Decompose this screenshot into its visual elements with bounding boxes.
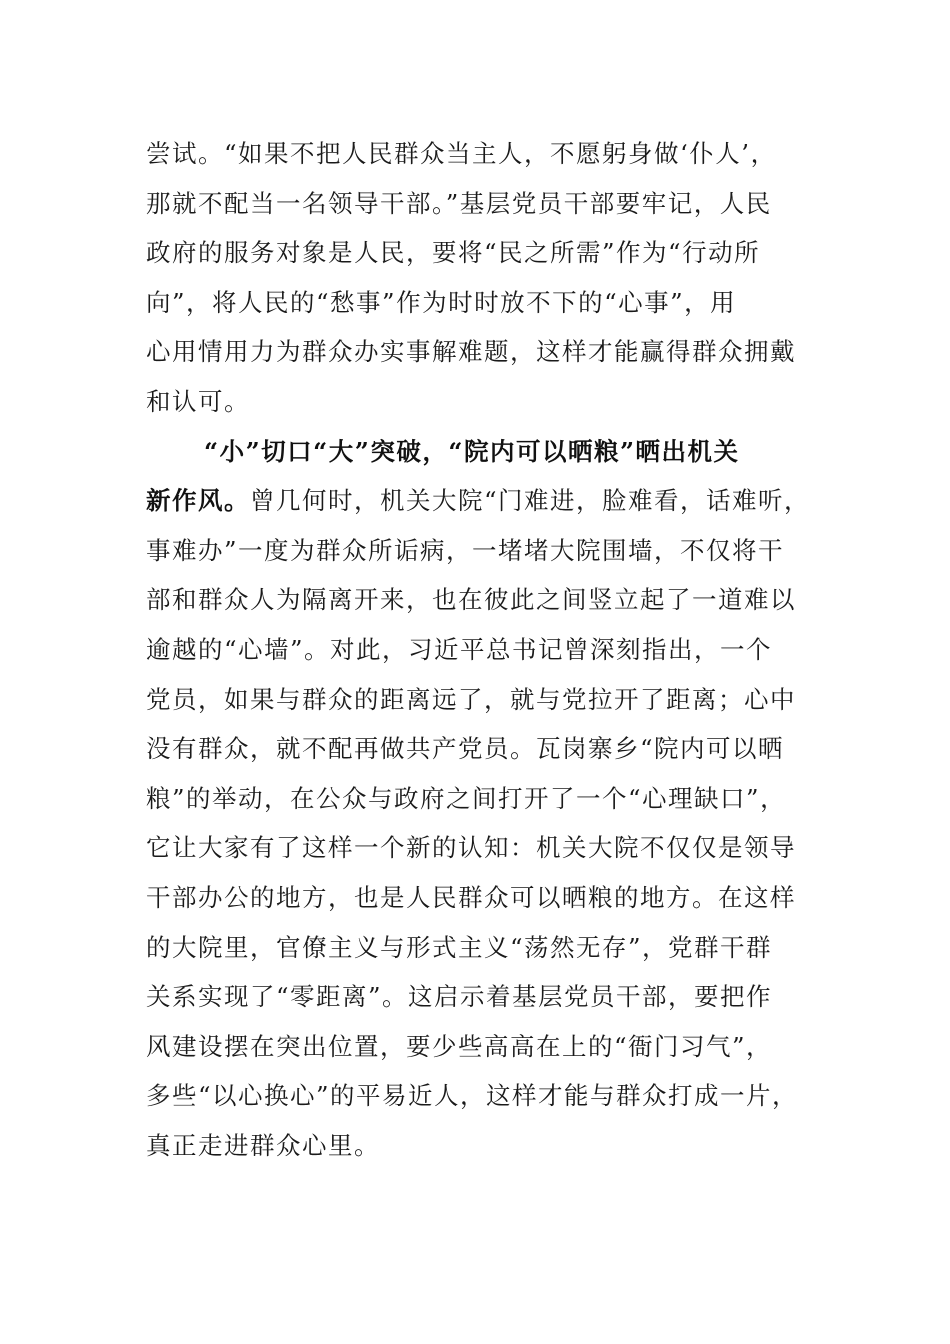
text-line-rest: 曾几何时，机关大院“门难进，脸难看，话难听，	[250, 486, 811, 516]
text-line: 心用情用力为群众办实事解难题，这样才能赢得群众拥戴	[146, 337, 796, 367]
article-body	[146, 129, 811, 1170]
text-line: 政府的服务对象是人民，要将“民之所需”作为“行动所	[146, 238, 761, 268]
text-line: 尝试。“如果不把人民群众当主人，不愿躬身做‘仆人’，	[146, 139, 777, 168]
text-line: 干部办公的地方，也是人民群众可以晒粮的地方。在这样	[146, 882, 796, 912]
text-line: 多些“以心换心”的平易近人，这样才能与群众打成一片，	[146, 1081, 799, 1111]
text-line: 真正走进群众心里。	[146, 1130, 380, 1160]
text-line: 粮”的举动，在公众与政府之间打开了一个“心理缺口”，	[146, 783, 787, 813]
text-line: 的大院里，官僚主义与形式主义“荡然无存”，党群干群	[146, 932, 773, 962]
text-line: 风建设摆在突出位置，要少些高高在上的“衙门习气”，	[146, 1031, 773, 1061]
paragraph-service-people	[146, 129, 806, 427]
text-line: 那就不配当一名领导干部。”基层党员干部要牢记，人民	[146, 188, 772, 218]
text-line: 事难办”一度为群众所诟病，一堵堵大院围墙，不仅将干	[146, 535, 785, 565]
section-heading-end: 新作风。	[146, 486, 250, 516]
text-line: 逾越的“心墙”。对此，习近平总书记曾深刻指出，一个	[146, 634, 773, 664]
text-line: 关系实现了“零距离”。这启示着基层党员干部，要把作	[146, 982, 773, 1012]
text-line: 没有群众，就不配再做共产党员。瓦岗寨乡“院内可以晒	[146, 734, 785, 764]
text-line: 党员，如果与群众的距离远了，就与党拉开了距离；心中	[146, 684, 796, 714]
paragraph-courtyard-grain	[146, 427, 811, 1171]
text-line: 部和群众人为隔离开来，也在彼此之间竖立起了一道难以	[146, 585, 796, 615]
text-line: 和认可。	[146, 386, 250, 416]
text-line: 向”，将人民的“愁事”作为时时放不下的“心事”，用	[146, 287, 737, 317]
text-line	[146, 476, 811, 526]
section-heading: “小”切口“大”突破，“院内可以晒粮”晒出机关	[204, 436, 740, 466]
text-line: 它让大家有了这样一个新的认知：机关大院不仅仅是领导	[146, 833, 796, 863]
